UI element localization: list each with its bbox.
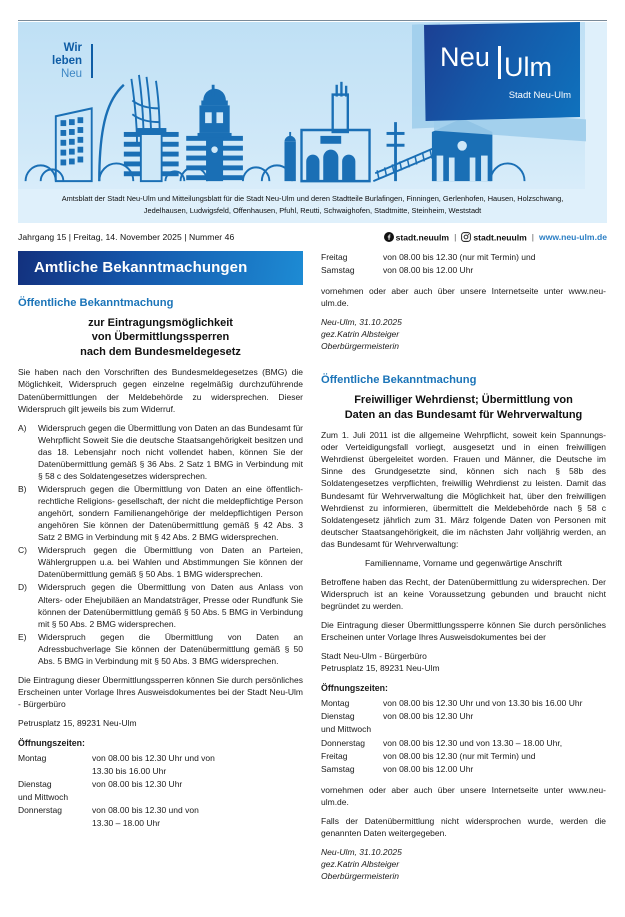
table-row [321,737,606,750]
hours-day: Dienstag [18,779,52,790]
hours-value: von 08.00 bis 12.30 Uhr [383,711,474,722]
hours-day: und Mittwoch [321,724,372,735]
table-row [321,710,606,723]
logo-subtitle: Stadt Neu-Ulm [508,90,571,101]
right-top-closing: vornehmen oder aber auch über unsere Internetseite unter www.neu-ulm.de. [321,285,606,308]
signature-name: gez.Katrin Albsteiger [321,328,400,339]
masthead-background [18,22,607,223]
item-text-d: Widerspruch gegen die Übermittlung von Daten aus Anlass von Alters- oder Ehejubiläen an Mandatsträger, Presse oder Rundfunk Sie können der Datenübermittlung gemäß § 50 Abs. 5 BMG in Verbindung mit § 50 Abs. 2 BMG widersprechen. [38,582,303,629]
hours-value: von 08.00 bis 12.30 und von [92,805,199,816]
logo-text-neu: Neu [440,42,491,72]
signature-role: Oberbürgermeisterin [321,871,399,882]
left-opening-hours-title: Öffnungszeiten: [18,738,85,749]
instagram-icon [461,232,471,242]
hours-day: Freitag [321,251,348,262]
facebook-icon [384,232,394,242]
table-row [321,723,606,736]
signature-place-date: Neu-Ulm, 31.10.2025 [321,316,402,327]
hours-value: 13.30 bis 16.00 Uhr [92,766,167,777]
right-top-opening-hours-table [321,251,606,277]
section-banner-amtliche-bekanntmachungen: Amtliche Bekanntmachungen [18,251,303,285]
right-column [321,251,606,883]
right-headline-line-2: Daten an das Bundesamt für Wehrverwaltung [344,408,583,421]
masthead [18,20,607,223]
left-kicker: Öffentliche Bekanntmachung [18,296,174,309]
item-marker-e: E) [18,631,27,642]
hours-day: Samstag [321,264,355,275]
list-item [18,581,303,629]
social-separator-2: | [531,232,535,243]
right-top-signature [321,316,606,352]
social-separator-1: | [454,232,457,243]
table-row [18,752,303,765]
right-headline-line-1: Freiwilliger Wehrdienst; Übermittlung von [354,393,573,406]
right-kicker: Öffentliche Bekanntmachung [321,373,477,386]
table-row [18,778,303,791]
item-marker-b: B) [18,483,27,494]
claim-line-2: leben [52,55,83,68]
logo-text-ulm: Ulm [504,52,552,82]
left-headline-line-2: von Übermittlungssperren [91,331,230,344]
hours-value: von 08.00 bis 12.00 Uhr [383,264,474,275]
table-row [18,765,303,778]
list-item [18,483,303,543]
item-text-a: Widerspruch gegen die Übermittlung von Daten an das Bundesamt für Wehrpflicht Soweit Sie die deutsche Staatsangehörigkeit besitzen und das 18. Lebensjahr noch nicht vollendet haben, können Sie der Datenübermittlung gemäß § 36 Abs. 2 Satz 1 BMG in Verbindung mit § 58 c des Soldatengesetzes widersprechen. [38,422,303,481]
hours-value [383,723,606,736]
hours-day: Freitag [321,750,348,761]
left-headline-line-3: nach dem Bundesmeldegesetz [80,345,241,358]
hours-value: von 08.00 bis 12.30 (nur mit Termin) und [383,750,536,761]
right-opening-hours-title: Öffnungszeiten: [321,683,388,694]
hours-value: von 08.00 bis 12.30 Uhr und von 13.30 bis 16.00 Uhr [383,698,583,709]
hours-value: von 08.00 bis 12.00 Uhr [383,763,474,774]
table-row [18,804,303,817]
right-closing-1: vornehmen oder aber auch über unsere Internetseite unter www.neu-ulm.de. [321,784,606,807]
left-intro-paragraph: Sie haben nach den Vorschriften des Bundesmeldegesetzes (BMG) die Möglichkeit, Widerspruch gegen einzelne regelmäßig durchzuführende Datenübermittlungen der Meldebehörde zu widersprechen. Dieser Widerspruch gilt jeweils bis zum Widerruf. [18,367,303,414]
table-row [321,750,606,763]
left-headline-line-1: zur Eintragungsmöglichkeit [88,316,233,329]
item-marker-a: A) [18,422,27,433]
hours-day: Samstag [321,763,355,774]
signature-name: gez.Katrin Albsteiger [321,859,400,869]
facebook-link[interactable] [384,232,449,243]
right-paragraph-1: Zum 1. Juli 2011 ist die allgemeine Wehrpflicht, soweit kein Spannungs- oder Verteidigungsfall vorliegt, ausgesetzt und in einen freiwilligen Wehrdienst übergeleitet worden. Frauen und Männer, die Deutsche im Sinne des Grundgesetzte sind, können sich nach § 58b des Soldatengesetzes verpflichten, freiwillig Wehrdienst zu leisten. Damit das Bundesamt für Wehrverwaltung die Möglichkeit hat, über den freiwilligen Wehrdienst zu informieren, übermittelt die Meldebehörde nach § 58 c Soldatengesetz jährlich zum 31. März folgende Daten von Personen mit deutscher Staatsangehörigkeit, die im nächsten Jahr volljährig werden, an das Bundesamt für Wehrverwaltung: [321,430,606,549]
claim-divider [91,44,93,78]
left-address: Petrusplatz 15, 89231 Neu-Ulm [18,718,137,729]
hours-day [18,765,92,778]
item-text-e: Widerspruch gegen die Übermittlung von Daten an Adressbuchverlage Sie können der Datenübermittlung gemäß § 50 Abs. 5 BMG in Verbindung mit § 50 Abs. 3 BMG widersprechen. [38,631,303,666]
table-row [321,763,606,776]
hours-value: von 08.00 bis 12.30 und von 13.30 – 18.00 Uhr, [383,737,563,748]
hours-day: und Mittwoch [18,792,69,803]
hours-value: 13.30 – 18.00 Uhr [92,818,161,829]
signature-role: Oberbürgermeisterin [321,340,399,351]
instagram-link[interactable] [461,232,526,243]
facebook-handle: stadt.neuulm [395,232,450,243]
item-marker-d: D) [18,582,27,593]
list-item [18,631,303,667]
content-columns [18,251,607,883]
left-headline [18,316,303,360]
table-row [321,264,606,277]
list-item [18,422,303,482]
right-closing-2: Falls der Datenübermittlung nicht widersprochen wurde, werden die genannten Daten weitergegeben. [321,815,606,838]
right-opening-hours-table [321,697,606,775]
table-row [321,251,606,264]
right-transmitted-data-list: Familienname, Vorname und gegenwärtige Anschrift [364,557,563,568]
right-headline [321,393,606,422]
hours-day: Donnerstag [18,805,62,816]
left-column [18,251,303,831]
signature-place-date: Neu-Ulm, 31.10.2025 [321,846,402,857]
item-text-c: Widerspruch gegen die Übermittlung von Daten an Parteien, Wählergruppen u.a. bei Wahlen und Abstimmungen Sie können der Datenübermittlung gemäß § 50 Abs. 1 BMG widersprechen. [38,545,303,580]
table-row [18,817,303,830]
masthead-caption: Amtsblatt der Stadt Neu-Ulm und Mitteilungsblatt für die Stadt Neu-Ulm und deren Stadtteile Burlafingen, Finningen, Gerlenhofen, Hausen, Holzschwang, Jedelhausen, Ludwigsfeld, Offenhausen, Pfuhl, Reutti, Schwaighofen, Stadtmitte, Steinheim, Weststadt [18,189,607,223]
right-signature [321,846,606,882]
social-links [384,232,607,243]
item-marker-c: C) [18,545,27,556]
claim-line-1: Wir [63,42,83,54]
left-closing-paragraph: Die Eintragung dieser Übermittlungssperren können Sie durch persönliches Erscheinen unter Vorlage Ihres Ausweisdokumentes bei der Stadt Neu-Ulm - Bürgerbüro [18,674,303,709]
issue-info-row [18,232,607,243]
hours-value: von 08.00 bis 12.30 Uhr und von [92,753,215,764]
hours-value: von 08.00 bis 12.30 (nur mit Termin) und [383,251,536,262]
right-address: Petrusplatz 15, 89231 Neu-Ulm [321,663,440,674]
hours-day: Montag [18,753,47,764]
hours-value: von 08.00 bis 12.30 Uhr [92,779,183,790]
website-link[interactable]: www.neu-ulm.de [539,232,607,243]
table-row [321,697,606,710]
list-item [18,544,303,580]
right-paragraph-3: Die Eintragung dieser Übermittlungssperre können Sie durch persönliches Erscheinen unter Vorlage Ihres Ausweisdokumentes bei der [321,620,606,643]
left-opening-hours-table [18,752,303,830]
hours-day: Donnerstag [321,737,365,748]
instagram-handle: stadt.neuulm [473,232,527,243]
hours-day: Montag [321,698,350,709]
hours-day: Dienstag [321,711,355,722]
objection-options-list [18,422,303,667]
hours-value [92,791,303,804]
right-office-name: Stadt Neu-Ulm - Bürgerbüro [321,651,427,662]
issue-line: Jahrgang 15 | Freitag, 14. November 2025 | Nummer 46 [18,232,235,243]
right-paragraph-2: Betroffene haben das Recht, der Datenübermittlung zu widersprechen. Der Widerspruch ist an keine Voraussetzung gebunden und braucht nicht begründet zu werden. [321,576,606,611]
claim-line-3: Neu [60,68,83,81]
logo-divider [498,46,501,79]
table-row [18,791,303,804]
city-logo [424,22,585,144]
item-text-b: Widerspruch gegen die Übermittlung von Daten an eine öffentlich-rechtliche Religions- gesellschaft, der nicht die meldepflichtige Person angehört, sondern Familienangehörige der meldepflichtigen Person angehören Sie können der Datenübermittlung gemäß § 42 Abs. 3 Satz 2 BMG in Verbindung mit § 42 Abs. 2 BMG widersprechen. [38,483,303,543]
city-claim [52,42,93,81]
hours-day [18,817,92,830]
